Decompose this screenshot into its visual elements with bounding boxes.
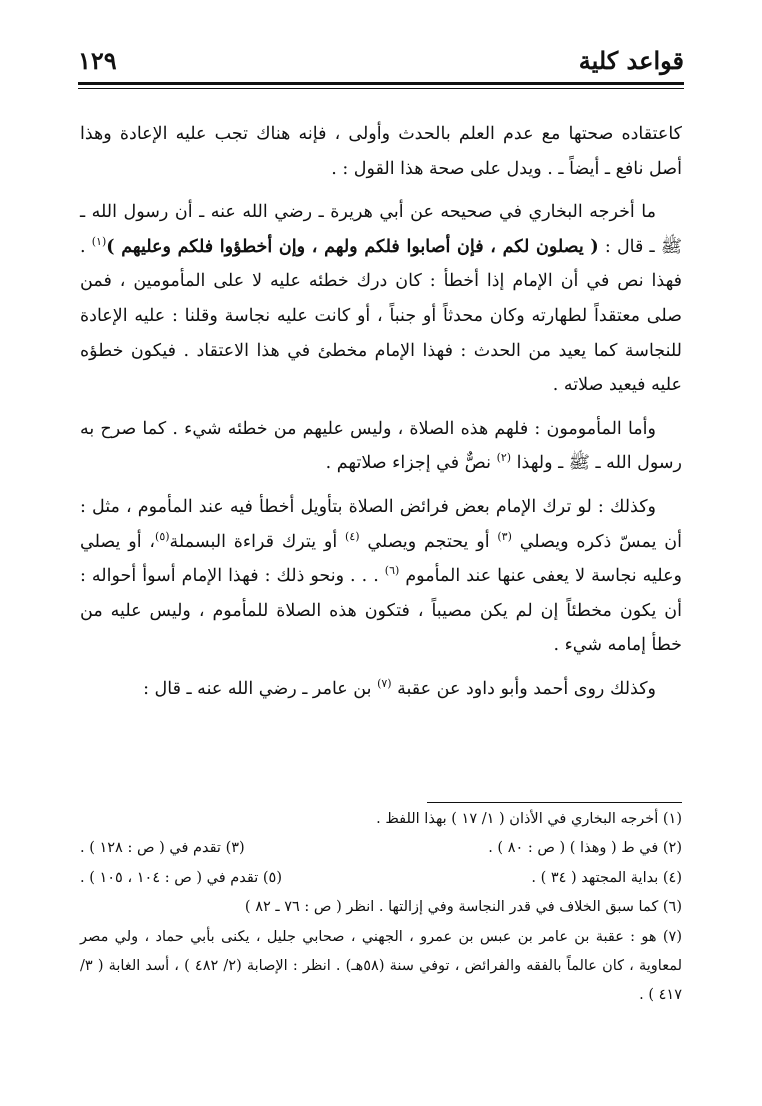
paragraph-4-part-a: وكذلك : لو ترك الإمام بعض فرائض الصلاة بتأويل أخطأ فيه عند المأموم ، مثل : أن يمسّ ذكره ويصلي — [80, 496, 682, 552]
paragraph-4-part-b: أو يحتجم ويصلي — [359, 531, 498, 552]
header-rule — [78, 82, 684, 85]
paragraph-4 — [80, 490, 682, 663]
footnote-row-4-5 — [80, 864, 682, 893]
footnote-ref-6: (٦) — [384, 564, 400, 578]
paragraph-4-part-e: . . . ونحو ذلك : فهذا الإمام أسوأ أحواله : أن يكون مخطئاً إن لم يكن مصيباً ، فتكون هذه الصلاة للمأموم ، وليس عليه من خطأ إمامه شيء . — [80, 566, 682, 656]
header-rule-thin — [78, 88, 684, 89]
paragraph-3 — [80, 412, 682, 481]
hadith-quote: ( يصلون لكم ، فإن أصابوا فلكم ولهم ، وإن أخطؤوا فلكم وعليهم ) — [106, 236, 599, 257]
paragraph-2-intro: ما أخرجه البخاري في صحيحه عن أبي هريرة ـ رضي الله عنه ـ أن رسول الله ـ ﷺ ـ قال : — [80, 202, 682, 257]
paragraph-3-body: نصٌّ في إجزاء صلاتهم . — [325, 453, 497, 474]
paragraph-5-intro: وكذلك روى أحمد وأبو داود عن عقبة — [391, 678, 656, 699]
footnote-ref-4: (٤) — [345, 529, 360, 543]
footnote-3: (٣) تقدم في ( ص : ١٢٨ ) . — [80, 840, 245, 857]
footnote-7: (٧) هو : عقبة بن عامر بن عبس بن عمرو ، الجهني ، صحابي جليل ، يكنى بأبي حماد ، ولي مصر لمعاوية ، كان عالماً بالفقه والفرائض ، توفي سنة (٥٨هـ) . انظر : الإصابة (٢/ ٤٨٢ ) ، أسد الغابة ( ٣/ ٤١٧ ) . — [80, 928, 683, 1004]
footnote-row-2-3 — [80, 834, 682, 863]
footnote-2: (٢) في ط ( وهذا ) ( ص : ٨٠ ) . — [488, 840, 682, 857]
running-title: قواعد كلية — [578, 46, 684, 75]
paragraph-3-intro: وأما المأمومون : فلهم هذه الصلاة ، وليس عليهم من خطئه شيء . كما صرح به رسول الله ـ ﷺ ـ ولهذا — [80, 418, 682, 474]
footnote-ref-1: (١) — [91, 234, 107, 248]
footnote-5: (٥) تقدم في ( ص : ١٠٤ ، ١٠٥ ) . — [80, 869, 282, 886]
footnote-ref-7: (٧) — [377, 677, 392, 691]
footnote-1: (١) أخرجه البخاري في الأذان ( ١/ ١٧ ) بهذا اللفظ . — [376, 811, 682, 827]
paragraph-4-part-d: ، أو يصلي وعليه نجاسة لا يعفى عنها عند المأموم — [80, 531, 682, 587]
page-number: ١٢٩ — [78, 46, 117, 75]
paragraph-1: كاعتقاده صحتها مع عدم العلم بالحدث وأولى ، فإنه هناك تجب عليه الإعادة وهذا أصل نافع ـ أيضاً ـ . ويدل على صحة هذا القول : . — [80, 124, 682, 179]
footnote-ref-3: (٣) — [497, 529, 512, 543]
footnote-6: (٦) كما سبق الخلاف في قدر النجاسة وفي إزالتها . انظر ( ص : ٧٦ ـ ٨٢ ) — [244, 899, 682, 916]
paragraph-4-part-c: أو يترك قراءة البسملة — [169, 531, 346, 552]
footnotes — [80, 805, 682, 1011]
footnote-ref-5: (٥) — [155, 529, 170, 543]
footnote-separator — [427, 802, 682, 803]
paragraph-2-body: . فهذا نص في أن الإمام إذا أخطأ : كان درك خطئه عليه لا على المأمومين ، فمن صلى معتقداً لطهارته وكان محدثاً أو جنباً ، أو كانت عليه نجاسة وقلنا : عليه الإعادة للنجاسة كما يعيد من الحدث : فهذا الإمام مخطئ في هذا الاعتقاد . فيكون خطؤه عليه فيعيد صلاته . — [80, 236, 682, 396]
footnote-ref-2: (٢) — [496, 451, 512, 465]
paragraph-2 — [80, 195, 682, 403]
paragraph-5 — [80, 672, 682, 707]
paragraph-5-body: بن عامر ـ رضي الله عنه ـ قال : — [143, 678, 378, 699]
footnote-4: (٤) بداية المجتهد ( ٣٤ ) . — [531, 869, 682, 886]
main-text — [80, 117, 682, 716]
page-header — [78, 42, 684, 82]
